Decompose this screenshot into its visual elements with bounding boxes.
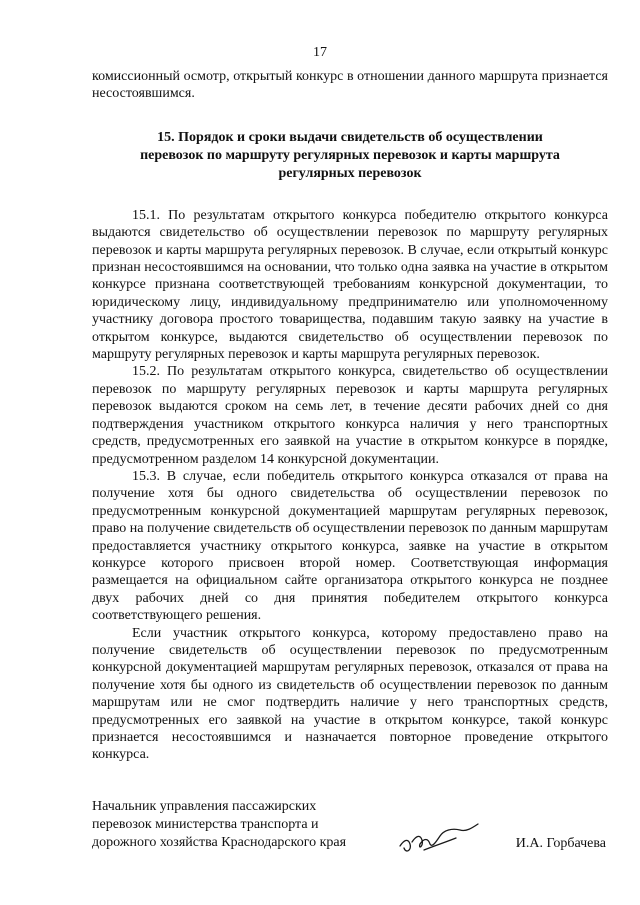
document-body <box>92 68 608 764</box>
handwritten-signature <box>394 820 484 860</box>
signer-position <box>92 798 346 852</box>
signer-position-line: перевозок министерства транспорта и <box>92 817 319 832</box>
section-heading: 15. Порядок и сроки выдачи свидетельств об осуществлении перевозок по маршруту регулярных перевозок и карты маршрута регулярных перевозок <box>140 129 560 181</box>
signer-position-line: Начальник управления пассажирских <box>92 799 317 814</box>
paragraph-15-2: 15.2. По результатам открытого конкурса, свидетельство об осуществлении перевозок по маршруту регулярных перевозок и карты маршрута регулярных перевозок выдаются сроком на семь лет, в течение десяти рабочих дней со дня подтверждения участником открытого конкурса наличия у него транспортных средств, предусмотренных его заявкой на участие в открытом конкурсе в порядке, предусмотренном разделом 14 конкурсной документации. <box>92 364 608 467</box>
signature-block <box>92 798 612 858</box>
paragraph-repeat-contest: Если участник открытого конкурса, которому предоставлено право на получение свидетельств об осуществлении перевозок по предусмотренным конкурсной документацией маршрутам регулярных перевозок, отказался от права на получение хотя бы одного из свидетельств об осуществлении перевозок по данным маршрутам или не смог подтвердить наличие у него транспортных средств, предусмотренных его заявкой на участие в открытом конкурсе, такой конкурс признается несостоявшимся и назначается повторное проведение открытого конкурса. <box>92 625 608 763</box>
paragraph-15-3: 15.3. В случае, если победитель открытого конкурса отказался от права на получение хотя бы одного свидетельства об осуществлении перевозок по предусмотренным конкурсной документацией маршрутам регулярных перевозок, право на получение свидетельств об осуществлении перевозок по данным маршрутам предоставляется участнику открытого конкурса, заявке на участие в открытом конкурсе которого присвоен второй номер. Соответствующая информация размещается на официальном сайте организатора открытого конкурса не позднее двух рабочих дней со дня принятия победителем открытого конкурса соответствующего решения. <box>92 468 608 624</box>
intro-paragraph: комиссионный осмотр, открытый конкурс в отношении данного маршрута признается несостоявшимся. <box>92 69 608 102</box>
signer-name: И.А. Горбачева <box>515 836 606 851</box>
signer-position-line: дорожного хозяйства Краснодарского края <box>92 835 347 850</box>
page-number: 17 <box>313 45 327 60</box>
paragraph-15-1: 15.1. По результатам открытого конкурса победителю открытого конкурса выдаются свидетельство об осуществлении перевозок по маршруту регулярных перевозок и карты маршрута регулярных перевозок. В случае, если открытый конкурс признан несостоявшимся на основании, что только одна заявка на участие в открытом конкурсе признана соответствующей требованиям конкурсной документации, то юридическому лицу, индивидуальному предпринимателю или уполномоченному участнику договора простого товарищества, подавшим такую заявку на участие в открытом конкурсе, выдаются свидетельство об осуществлении перевозок по маршруту регулярных перевозок и карты маршрута регулярных перевозок. <box>92 207 608 363</box>
